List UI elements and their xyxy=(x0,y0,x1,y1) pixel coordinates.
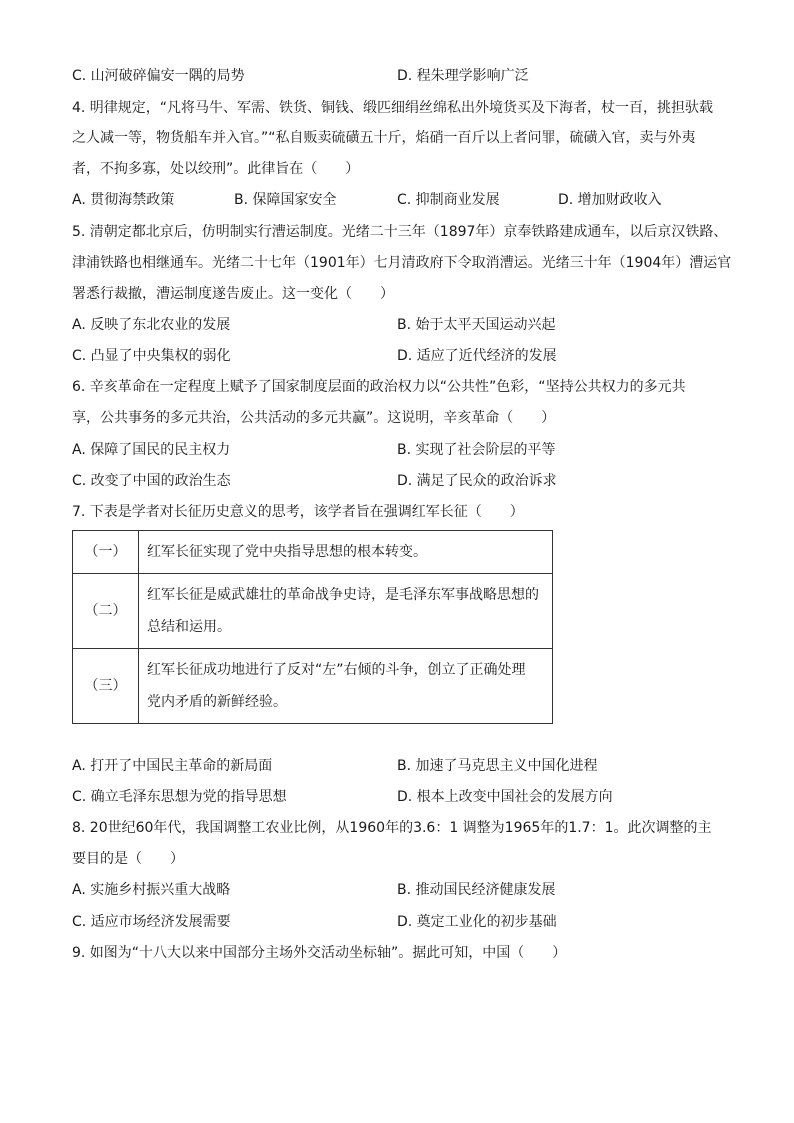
table-row xyxy=(73,531,553,574)
q6-option-d: D. 满足了民众的政治诉求 xyxy=(397,473,557,489)
q4-stem-line-1: 4. 明律规定，“凡将马牛、军需、铁货、铜钱、缎匹细绢丝绵私出外境货买及下海者，杖一百，挑担驮载 xyxy=(72,100,714,116)
table-cell-number: （三） xyxy=(73,649,139,724)
q8-option-a: A. 实施乡村振兴重大战略 xyxy=(72,882,231,898)
table-cell-text xyxy=(139,649,553,724)
q9-stem-line-1: 9. 如图为“十八大以来中国部分主场外交活动坐标轴”。据此可知，中国（ ） xyxy=(72,945,567,961)
q7-option-c: C. 确立毛泽东思想为党的指导思想 xyxy=(72,789,287,805)
q8-option-d: D. 奠定工业化的初步基础 xyxy=(397,914,557,930)
q7-option-b: B. 加速了马克思主义中国化进程 xyxy=(397,758,598,774)
q4-option-a: A. 贯彻海禁政策 xyxy=(72,192,175,208)
q3-option-d: D. 程朱理学影响广泛 xyxy=(397,68,529,84)
q5-option-b: B. 始于太平天国运动兴起 xyxy=(397,317,556,333)
table-cell-text xyxy=(139,574,553,649)
q4-option-b: B. 保障国家安全 xyxy=(234,192,337,208)
q6-option-a: A. 保障了国民的民主权力 xyxy=(72,442,231,458)
q5-stem-line-3: 署悉行裁撤，漕运制度遂告废止。这一变化（ ） xyxy=(72,286,394,302)
table-row xyxy=(73,649,553,724)
q5-option-d: D. 适应了近代经济的发展 xyxy=(397,348,557,364)
q8-stem-line-2: 要目的是（ ） xyxy=(72,851,184,867)
q5-option-c: C. 凸显了中央集权的弱化 xyxy=(72,348,231,364)
q4-stem-line-3: 者，不拘多寡，处以绞刑”。此律旨在（ ） xyxy=(72,161,360,177)
q7-row-3-text-line-2: 党内矛盾的新鲜经验。 xyxy=(147,694,287,710)
q7-option-d: D. 根本上改变中国社会的发展方向 xyxy=(397,789,613,805)
table-row xyxy=(73,574,553,649)
q5-stem-line-1: 5. 清朝定都北京后，仿明制实行漕运制度。光绪二十三年（1897年）京奉铁路建成通车，以后京汉铁路、 xyxy=(72,224,728,240)
q6-option-b: B. 实现了社会阶层的平等 xyxy=(397,442,556,458)
q7-row-3-text-line-1: 红军长征成功地进行了反对“左”右倾的斗争，创立了正确处理 xyxy=(147,662,526,678)
q7-row-2-text-line-1: 红军长征是威武雄壮的革命战争史诗，是毛泽东军事战略思想的 xyxy=(147,587,539,603)
q3-option-c: C. 山河破碎偏安一隅的局势 xyxy=(72,68,245,84)
q4-option-c: C. 抑制商业发展 xyxy=(397,192,500,208)
q6-option-c: C. 改变了中国的政治生态 xyxy=(72,473,231,489)
table-cell-number: （二） xyxy=(73,574,139,649)
q6-stem-line-2: 享，公共事务的多元共治，公共活动的多元共赢”。这说明，辛亥革命（ ） xyxy=(72,410,556,426)
q8-stem-line-1: 8. 20世纪60年代，我国调整工农业比例，从1960年的3.6：1 调整为1965年的1.7：1。此次调整的主 xyxy=(72,820,712,836)
q4-stem-line-2: 之人减一等，物货船车并入官。”“私自贩卖硫磺五十斤，焰硝一百斤以上者问罪，硫磺入官，卖与外夷 xyxy=(72,130,696,146)
q5-stem-line-2: 津浦铁路也相继通车。光绪二十七年（1901年）七月清政府下令取消漕运。光绪三十年（1904年）漕运官 xyxy=(72,255,732,271)
q5-option-a: A. 反映了东北农业的发展 xyxy=(72,317,231,333)
q6-stem-line-1: 6. 辛亥革命在一定程度上赋予了国家制度层面的政治权力以“公共性”色彩，“坚持公共权力的多元共 xyxy=(72,379,686,395)
q7-option-a: A. 打开了中国民主革命的新局面 xyxy=(72,758,273,774)
q8-option-b: B. 推动国民经济健康发展 xyxy=(397,882,556,898)
q7-row-2-text-line-2: 总结和运用。 xyxy=(147,619,231,635)
table-cell-text xyxy=(139,531,553,574)
q7-table xyxy=(72,530,553,724)
q7-row-1-text: 红军长征实现了党中央指导思想的根本转变。 xyxy=(147,544,427,560)
q8-option-c: C. 适应市场经济发展需要 xyxy=(72,914,231,930)
q7-stem: 7. 下表是学者对长征历史意义的思考，该学者旨在强调红军长征（ ） xyxy=(72,504,524,520)
q4-option-d: D. 增加财政收入 xyxy=(558,192,662,208)
table-cell-number: （一） xyxy=(73,531,139,574)
